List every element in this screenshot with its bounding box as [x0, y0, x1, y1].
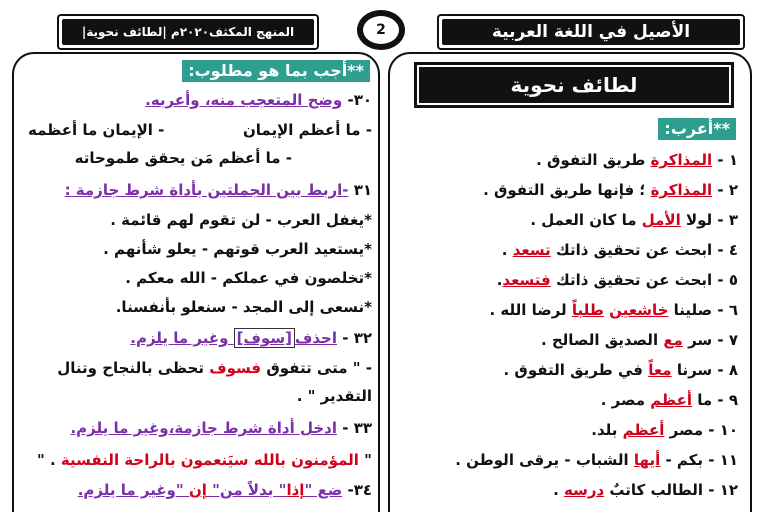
q30-example-a: - ما أعظم الإيمان	[242, 121, 372, 139]
q32-target-text: [سوف]	[236, 329, 292, 347]
right-item-highlight: أعظم	[650, 391, 693, 409]
right-item-text: ابحث عن تحقيق ذاتك	[550, 271, 713, 289]
right-item-number: ٦ -	[712, 301, 738, 319]
q31-item: *نسعى إلى المجد - سنعلو بأنفسنا.	[115, 298, 372, 316]
q33-line	[70, 418, 372, 438]
right-item-3	[530, 210, 738, 230]
right-item-8	[503, 360, 738, 380]
q34-c: " بدلاً من"	[206, 481, 287, 499]
q33-sentence	[37, 450, 372, 470]
q33-number: ٣٣ -	[342, 419, 372, 437]
right-item-12	[553, 480, 738, 500]
right-item-text: الصديق الصالح .	[540, 331, 664, 349]
q31-item: *يغفل العرب - لن تقوم لهم قائمة .	[110, 211, 372, 229]
right-item-text: .	[501, 241, 513, 259]
right-item-1	[536, 150, 738, 170]
right-item-6	[489, 300, 738, 320]
q32-line	[130, 328, 372, 348]
right-item-number: ٢ -	[712, 181, 738, 199]
right-section-title: **أعرب:	[658, 118, 736, 140]
q34-e: "وغير ما يلزم.	[77, 481, 189, 499]
q30-example-c: - ما أعظم مَن يحقق طموحاته	[74, 149, 292, 167]
right-item-number: ٤ -	[712, 241, 738, 259]
right-item-number: ٨ -	[712, 361, 738, 379]
q31-number: ٣١	[353, 181, 372, 199]
q32-sentence-end: التقدير " .	[296, 387, 372, 405]
page-number: 2	[363, 16, 399, 44]
q34-number: ٣٤-	[347, 481, 372, 499]
q30-example-b: - الإيمان ما أعظمه	[28, 121, 165, 139]
right-item-number: ٩ -	[712, 391, 738, 409]
right-item-4	[502, 240, 738, 260]
q33-open: "	[358, 451, 372, 469]
right-item-highlight: طلباً	[571, 301, 604, 319]
header-right-box	[437, 14, 745, 50]
right-item-5	[497, 270, 738, 290]
right-item-highlight: المذاكرة	[650, 151, 713, 169]
q33-close: . "	[36, 451, 61, 469]
q32-sentence-c: تحظى بالنجاح وتنال	[57, 359, 210, 377]
right-item-highlight: تسعد	[512, 241, 551, 259]
right-item-number: ٣ -	[712, 211, 738, 229]
topic-title: لطائف نحوية	[414, 62, 734, 108]
q34-a: ضع "	[304, 481, 343, 499]
right-item-text: طريق التفوق .	[536, 151, 651, 169]
right-item-text: سرنا	[671, 361, 713, 379]
right-item-text: ابحث عن تحقيق ذاتك	[550, 241, 713, 259]
right-item-11	[455, 450, 738, 470]
right-item-9	[601, 390, 738, 410]
q32-rest: وغير ما يلزم.	[130, 329, 234, 347]
right-item-text: بكم -	[660, 451, 704, 469]
page-number-badge	[357, 10, 405, 50]
right-item-text: .	[496, 271, 503, 289]
header-left-box	[57, 14, 319, 50]
right-item-text: الشباب - يرقى الوطن .	[455, 451, 634, 469]
right-item-text: لرضا الله .	[489, 301, 572, 319]
header-left-title: المنهج المكثف٢٠٢٠م |لطائف نحوية|	[62, 19, 314, 45]
right-item-text: ما كان العمل .	[530, 211, 642, 229]
right-item-text: ؛ فإنها طريق التفوق .	[483, 181, 651, 199]
right-item-highlight: درسه	[563, 481, 605, 499]
right-item-text: صلينا	[668, 301, 713, 319]
q31-line	[65, 180, 372, 200]
q34-line	[78, 480, 372, 500]
q34-b: إذا	[286, 481, 305, 499]
q31-item: *يستعيد العرب قوتهم - يعلو شأنهم .	[103, 240, 372, 258]
right-item-10	[591, 420, 738, 440]
q32-sentence-red: فسوف	[209, 359, 262, 377]
right-item-highlight: الأمل	[641, 211, 681, 229]
right-item-highlight: خاشعين	[609, 301, 669, 319]
right-item-highlight: المذاكرة	[650, 181, 713, 199]
right-item-highlight: أعظم	[622, 421, 665, 439]
q30-line	[145, 90, 372, 110]
q32-target	[234, 328, 295, 348]
q32-sentence	[57, 358, 372, 378]
q30-text: وضح المتعجب منه، وأعربه.	[145, 91, 343, 109]
right-item-text: الطالب كاتبٌ	[604, 481, 704, 499]
right-item-text: لولا	[680, 211, 713, 229]
right-item-number: ١٠ -	[703, 421, 738, 439]
right-item-highlight: أيها	[633, 451, 661, 469]
right-item-text: سر	[682, 331, 713, 349]
right-item-number: ١١ -	[703, 451, 738, 469]
q33-text: ادخل أداة شرط جازمة،وغير ما يلزم.	[70, 419, 337, 437]
right-item-text: في طريق التفوق .	[503, 361, 649, 379]
right-item-number: ٧ -	[712, 331, 738, 349]
q32-number: ٣٢ -	[342, 329, 372, 347]
right-item-highlight: فتسعد	[502, 271, 551, 289]
right-item-number: ٥ -	[712, 271, 738, 289]
right-item-2	[483, 180, 738, 200]
right-item-number: ١ -	[712, 151, 738, 169]
q31-item: *تخلصون في عملكم - الله معكم .	[125, 269, 372, 287]
right-item-text: مصر .	[600, 391, 651, 409]
right-item-text: مصر	[664, 421, 704, 439]
q34-d: إن	[188, 481, 207, 499]
right-item-text: ما	[692, 391, 713, 409]
q32-verb: احذف	[294, 329, 337, 347]
q33-sentence-red: المؤمنون بالله سيَنعمون بالراحة النفسية	[60, 451, 359, 469]
q32-sentence-a: - " متى تتفوق	[261, 359, 372, 377]
right-item-highlight: مع	[663, 331, 683, 349]
q31-text: -اربط بين الجملتين بأداة شرط جازمة :	[64, 181, 349, 199]
q30-number: ٣٠-	[347, 91, 372, 109]
right-item-number: ١٢ -	[703, 481, 738, 499]
right-item-highlight: معاً	[648, 361, 672, 379]
right-item-text: .	[553, 481, 564, 499]
header-right-title: الأصيل في اللغة العربية	[442, 19, 740, 45]
left-section-title: **أجب بما هو مطلوب:	[182, 60, 370, 82]
right-item-7	[541, 330, 738, 350]
right-item-text: بلد.	[591, 421, 623, 439]
